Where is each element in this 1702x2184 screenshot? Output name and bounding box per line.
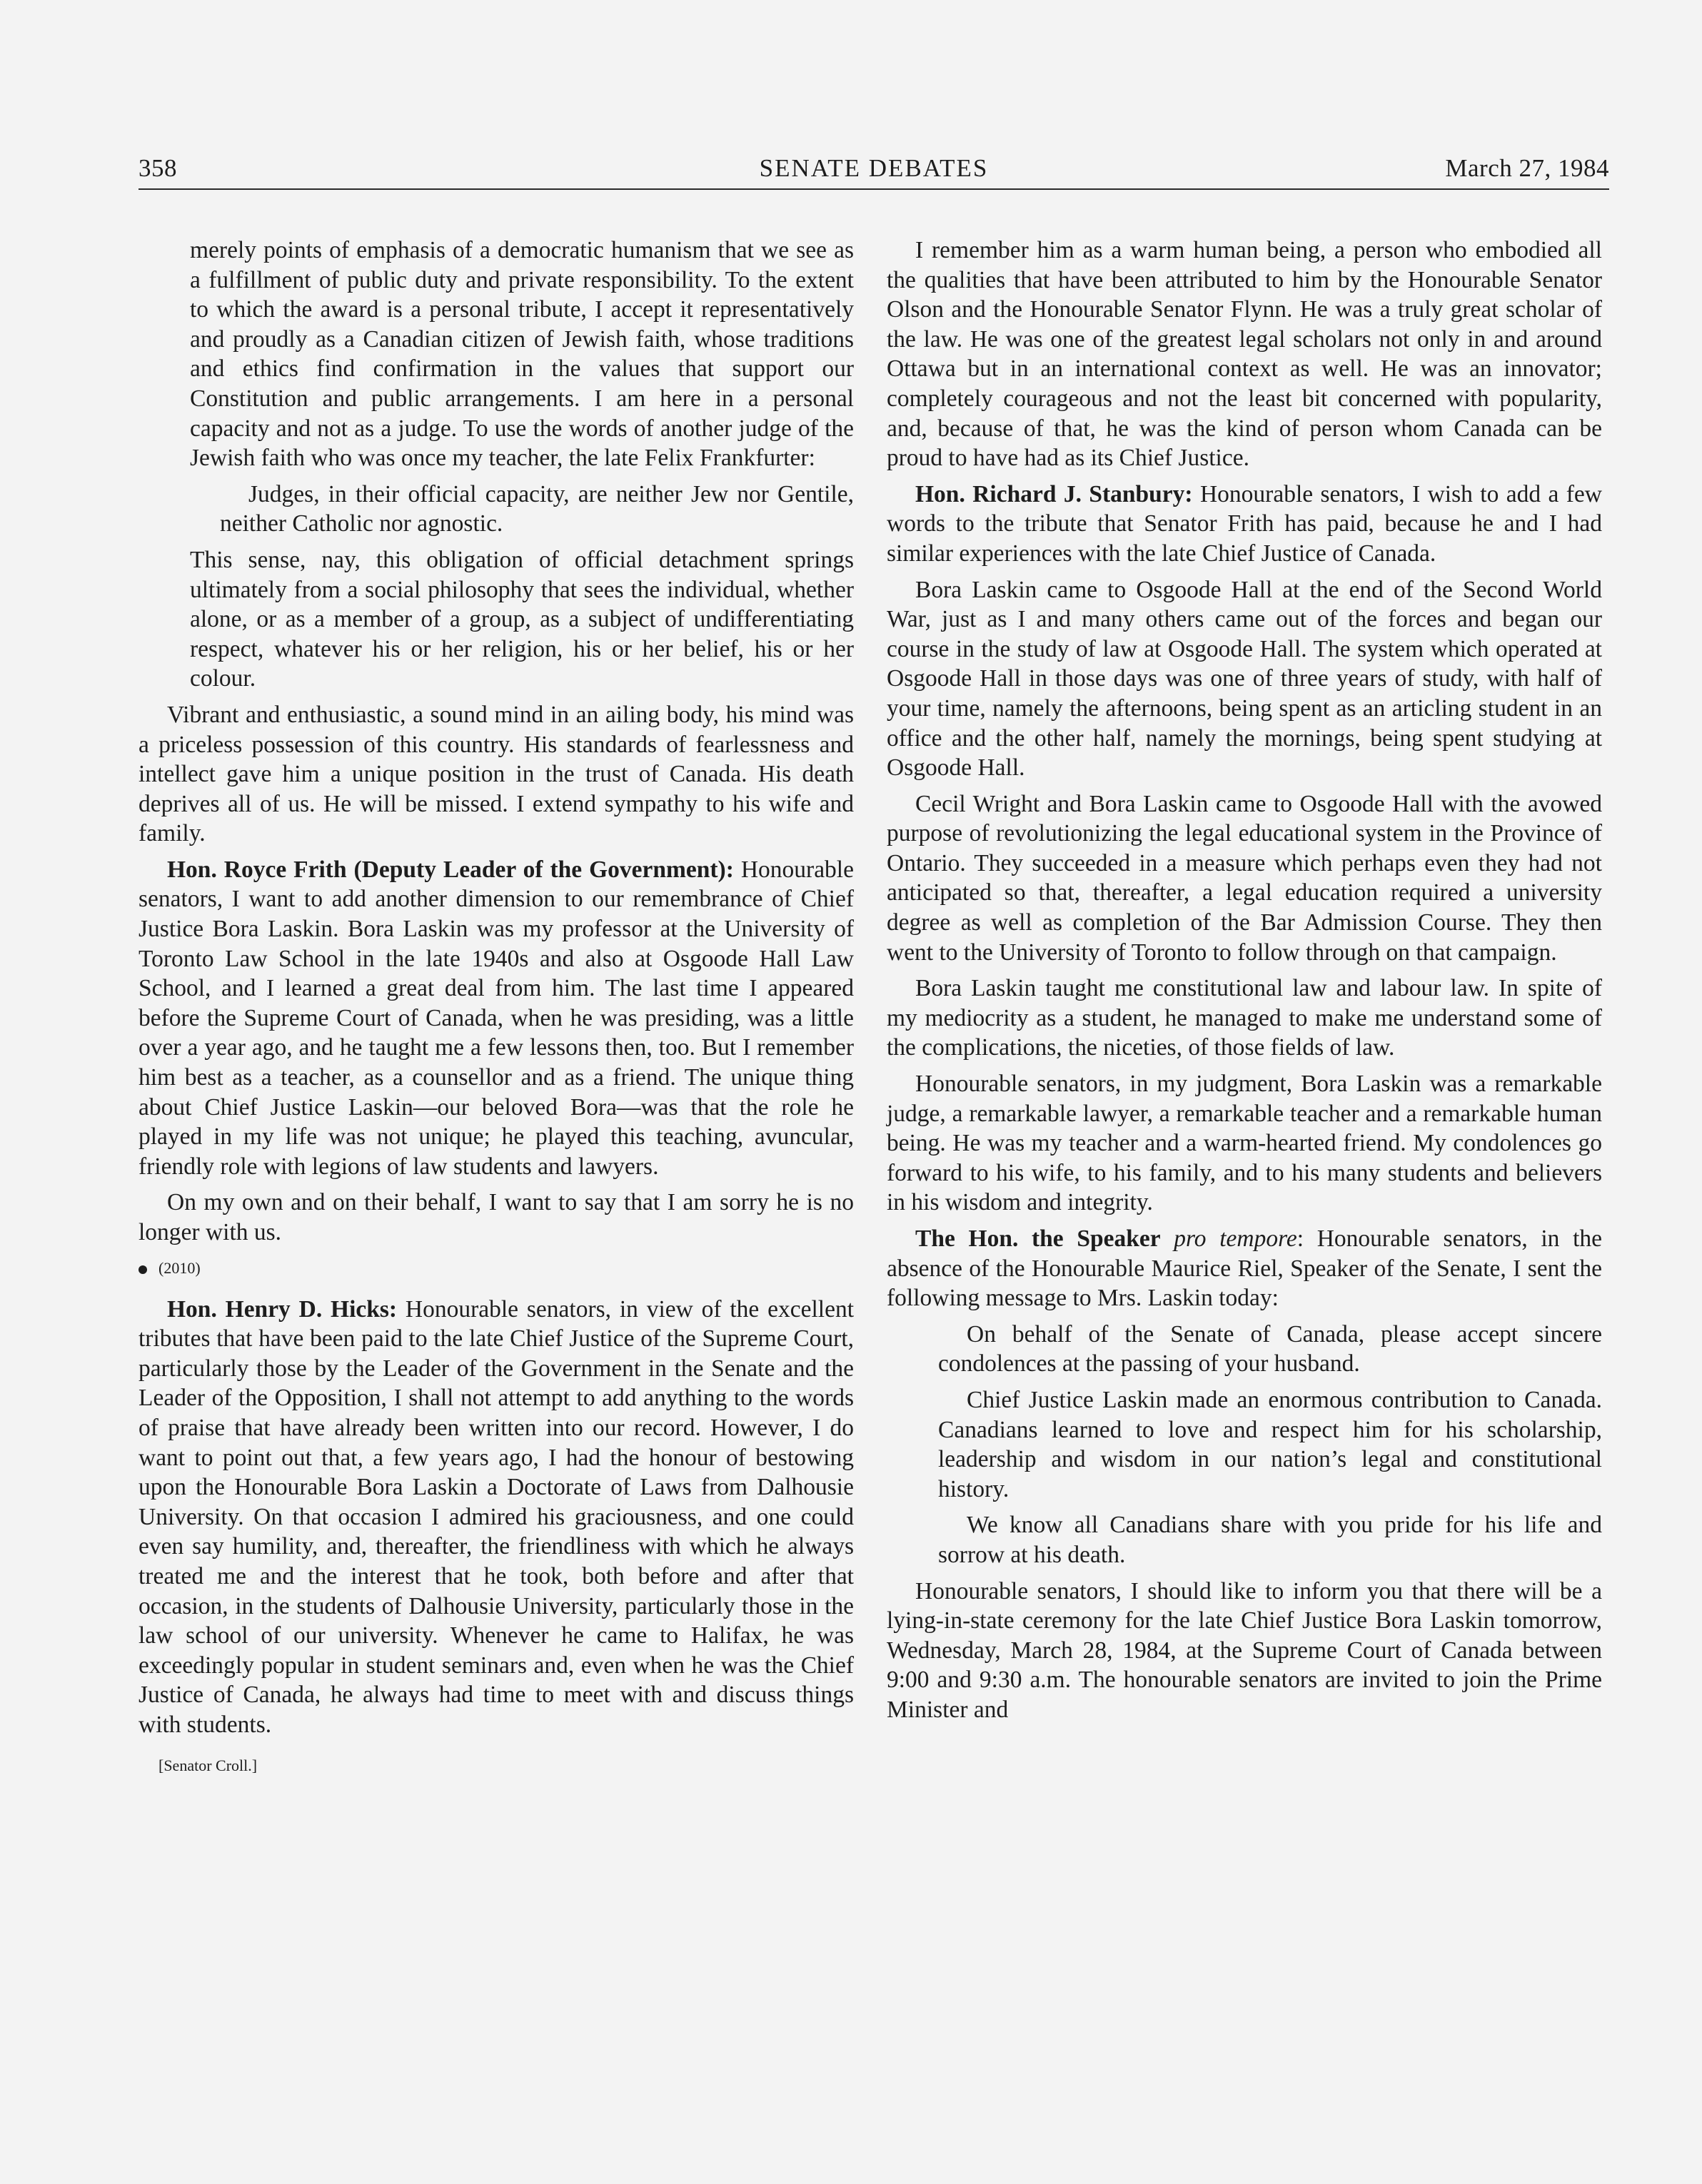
message-paragraph: Chief Justice Laskin made an enormous contribution to Canada. Canadians learned to love and respect him for his scholarship, leadership and wisdom in our nation’s legal and constitutional history. bbox=[938, 1386, 1602, 1502]
time-marker bbox=[139, 1258, 854, 1279]
bullet-icon bbox=[139, 1265, 147, 1274]
condolence-message bbox=[938, 1320, 1602, 1570]
paragraph: Cecil Wright and Bora Laskin came to Osgoode Hall with the avowed purpose of revolutionizing the legal educational system in the Province of Ontario. They succeeded in a measure which perhaps even they had not anticipated so that, thereafter, a legal education required a university degree as well as completion of the Bar Admission Course. They then went to the University of Toronto to follow through on that campaign. bbox=[887, 790, 1602, 966]
footnote: [Senator Croll.] bbox=[158, 1756, 258, 1774]
speech-text: Honourable senators, I wish to add a few words to the tribute that Senator Frith has paid, because he and I had similar experiences with the late Chief Justice of Canada. bbox=[887, 480, 1602, 567]
block-quote: Judges, in their official capacity, are neither Jew nor Gentile, neither Catholic nor agnostic. bbox=[220, 480, 854, 537]
speech-text: Honourable senators, in view of the excellent tributes that have been paid to the late Chief Justice of the Supreme Court, particularly those by the Leader of the Government in the Senate and the Leader of the Opposition, I shall not attempt to add anything to the words of praise that have already been written into our record. However, I do want to point out that, a few years ago, I had the honour of bestowing upon the Honourable Bora Laskin a Doctorate of Laws from Dalhousie University. On that occasion I admired his graciousness, and one could even say humility, and, thereafter, the friendliness with which he always treated me and the interest that he took, both before and after that occasion, in the students of Dalhousie University, particularly those in the law school of our university. Whenever he came to Halifax, he was exceedingly popular in student seminars and, even when he was the Chief Justice of Canada, he always had time to meet with and discuss things with students. bbox=[139, 1295, 855, 1738]
quoted-speech bbox=[190, 236, 854, 694]
speech-text: Honourable senators, in the absence of the Honourable Maurice Riel, Speaker of the Senate, I sent the following message to Mrs. Laskin today: bbox=[887, 1225, 1603, 1312]
speech-stanbury bbox=[887, 480, 1602, 569]
speech-hicks bbox=[139, 1295, 854, 1740]
message-paragraph: On behalf of the Senate of Canada, please accept sincere condolences at the passing of your husband. bbox=[938, 1320, 1602, 1377]
left-column bbox=[139, 236, 854, 1776]
right-column bbox=[887, 236, 1602, 1731]
speech-text: Honourable senators, I want to add another dimension to our remembrance of Chief Justice Bora Laskin. Bora Laskin was my professor at the University of Toronto Law School in the late 1940s and also at Osgoode Hall Law School, and I learned a great deal from him. The last time I appeared before the Supreme Court of Canada, when he was presiding, was a little over a year ago, and he taught me a few lessons then, too. But I remember him best as a teacher, as a counsellor and as a friend. The unique thing about Chief Justice Laskin—our beloved Bora—was that the role he played in my life was not unique; he played this teaching, avuncular, friendly role with legions of law students and lawyers. bbox=[139, 856, 854, 1180]
paragraph: Vibrant and enthusiastic, a sound mind in an ailing body, his mind was a priceless possession of this country. His standards of fearlessness and intellect gave him a unique position in the trust of Canada. His death deprives all of us. He will be missed. I extend sympathy to his wife and family. bbox=[139, 701, 854, 847]
speaker-latin: pro tempore bbox=[1174, 1225, 1297, 1252]
time-marker-text: (2010) bbox=[158, 1258, 201, 1277]
speaker-colon: : bbox=[1296, 1225, 1304, 1252]
speaker-name: The Hon. the Speaker bbox=[915, 1225, 1161, 1252]
header-date: March 27, 1984 bbox=[1445, 154, 1609, 182]
publication-title: SENATE DEBATES bbox=[759, 154, 989, 182]
paragraph: Bora Laskin taught me constitutional law and labour law. In spite of my mediocrity as a student, he managed to make me understand some of the complications, the niceties, of those fields of law. bbox=[887, 975, 1602, 1061]
paragraph: I remember him as a warm human being, a person who embodied all the qualities that have been attributed to him by the Honourable Senator Olson and the Honourable Senator Flynn. He was a truly great scholar of the law. He was one of the greatest legal scholars not only in and around Ottawa but in an international context as well. He was an innovator; completely courageous and not the least bit concerned with popularity, and, because of that, he was the kind of person whom Canada can be proud to have had as its Chief Justice. bbox=[887, 237, 1602, 472]
paragraph: Bora Laskin came to Osgoode Hall at the end of the Second World War, just as I and many others came out of the forces and began our course in the study of law at Osgoode Hall. The system which operated at Osgoode Hall in those days was one of three years of study, with half of your time, namely the afternoons, being spent as an articling student in an office and the other half, namely the mornings, being spent studying at Osgoode Hall. bbox=[887, 576, 1602, 782]
paragraph: Honourable senators, I should like to inform you that there will be a lying-in-state ceremony for the late Chief Justice Bora Laskin tomorrow, Wednesday, March 28, 1984, at the Supreme Court of Canada between 9:00 and 9:30 a.m. The honourable senators are invited to join the Prime Minister and bbox=[887, 1577, 1602, 1723]
running-header bbox=[139, 151, 1609, 190]
page-number: 358 bbox=[139, 154, 177, 182]
speech-speaker bbox=[887, 1224, 1602, 1313]
speaker-name: Hon. Richard J. Stanbury: bbox=[915, 480, 1193, 507]
speaker-name: Hon. Henry D. Hicks: bbox=[167, 1295, 398, 1323]
message-paragraph: We know all Canadians share with you pride for his life and sorrow at his death. bbox=[938, 1512, 1602, 1568]
speech-frith bbox=[139, 855, 854, 1182]
paragraph: Honourable senators, in my judgment, Bora Laskin was a remarkable judge, a remarkable lawyer, a remarkable teacher and a remarkable human being. He was my teacher and a warm-hearted friend. My condolences go forward to his wife, to his family, and to his many students and believers in his wisdom and integrity. bbox=[887, 1071, 1602, 1216]
paragraph: On my own and on their behalf, I want to say that I am sorry he is no longer with us. bbox=[139, 1189, 854, 1245]
paragraph: merely points of emphasis of a democratic humanism that we see as a fulfillment of public duty and private responsibility. To the extent to which the award is a personal tribute, I accept it representatively and proudly as a Canadian citizen of Jewish faith, whose traditions and ethics find confirmation in the values that support our Constitution and public arrangements. I am here in a personal capacity and not as a judge. To use the words of another judge of the Jewish faith who was once my teacher, the late Felix Frankfurter: bbox=[190, 237, 854, 472]
speaker-name: Hon. Royce Frith (Deputy Leader of the Government): bbox=[167, 856, 734, 883]
paragraph: This sense, nay, this obligation of official detachment springs ultimately from a social philosophy that sees the individual, whether alone, or as a member of a group, as a subject of undifferentiating respect, whatever his or her religion, his or her belief, his or her colour. bbox=[190, 546, 854, 692]
